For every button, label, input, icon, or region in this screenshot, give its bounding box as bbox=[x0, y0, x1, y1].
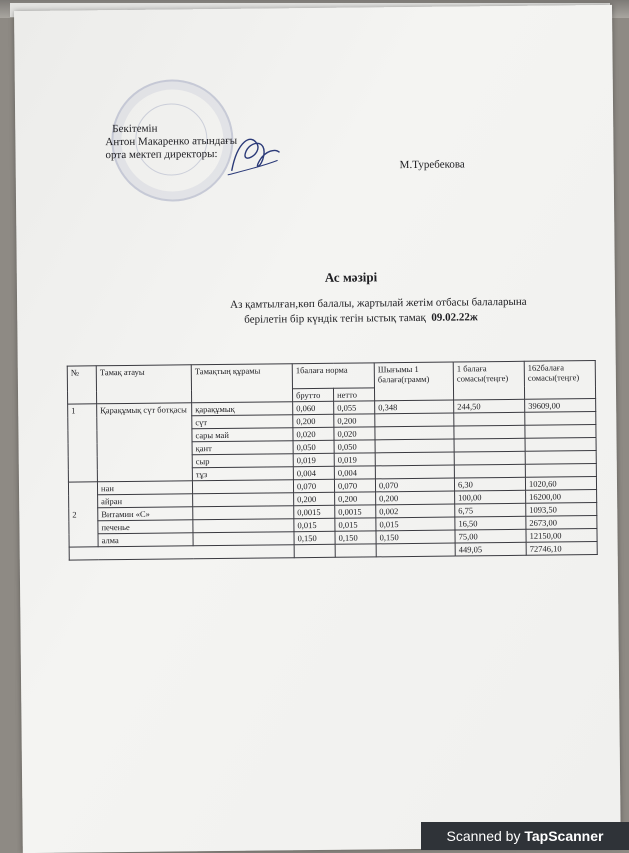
table-row: Витамин «С» 0,0015 0,0015 0,002 6,75 1093,50 bbox=[69, 503, 597, 522]
header-norm: 1балаға норма bbox=[292, 363, 374, 389]
section-1-sum-1: 244,50 bbox=[454, 399, 525, 413]
scanner-watermark: Scanned by TapScanner bbox=[421, 822, 629, 850]
header-no: № bbox=[67, 366, 96, 404]
table-row: 1 Қарақұмық сүт ботқасы қарақұмық 0,060 0,055 0,348 244,50 39609,00 bbox=[68, 399, 596, 418]
document-page bbox=[14, 5, 621, 853]
subtitle-line-1: Аз қамтылған,көп балалы, жартылай жетім отбасы балаларына bbox=[230, 295, 527, 311]
table-row: сүт 0,200 0,200 bbox=[68, 412, 596, 431]
table-row: тұз 0,004 0,004 bbox=[68, 464, 596, 483]
table-header-row bbox=[67, 361, 595, 392]
approval-line-1: Бекітемін bbox=[112, 122, 158, 136]
section-2-no: 2 bbox=[68, 482, 98, 547]
menu-table bbox=[67, 360, 598, 561]
header-sum-162: 162балаға сомасы(теңге) bbox=[524, 361, 595, 400]
header-dish: Тамақ атауы bbox=[96, 365, 191, 404]
section-1-sum-162: 39609,00 bbox=[525, 399, 596, 413]
total-sum-162: 72746,10 bbox=[526, 542, 597, 556]
page-title: Ас мәзірі bbox=[324, 269, 378, 285]
table-row: 2 нан 0,070 0,070 0,070 6,30 1020,60 bbox=[68, 477, 596, 496]
header-sum-1: 1 балаға сомасы(теңге) bbox=[453, 361, 524, 400]
table-row: сыр 0,019 0,019 bbox=[68, 451, 596, 470]
table-row: алма 0,150 0,150 0,150 75,00 12150,00 bbox=[69, 529, 597, 548]
header-gross: брутто bbox=[292, 388, 333, 401]
subtitle-line-2: берілетін бір күндік тегін ыстық тамақ 09.02.22ж bbox=[244, 311, 478, 326]
approval-line-2: Антон Макаренко атындағы bbox=[105, 134, 238, 149]
total-sum-1: 449,05 bbox=[455, 542, 526, 556]
table-row: сары май 0,020 0,020 bbox=[68, 425, 596, 444]
table-row: айран 0,200 0,200 0,200 100,00 16200,00 bbox=[69, 490, 597, 509]
approval-line-3: орта мектеп директоры: bbox=[105, 148, 218, 162]
director-name: М.Туребекова bbox=[399, 158, 465, 172]
menu-date: 09.02.22ж bbox=[431, 311, 478, 324]
table-row: печенье 0,015 0,015 0,015 16,50 2673,00 bbox=[69, 516, 597, 535]
header-composition: Тамақтың құрамы bbox=[191, 364, 292, 403]
header-net: нетто bbox=[333, 388, 374, 401]
section-1-dish: Қарақұмық сүт ботқасы bbox=[97, 403, 193, 482]
section-1-no: 1 bbox=[68, 404, 98, 482]
table-row: қант 0,050 0,050 bbox=[68, 438, 596, 457]
section-1-output: 0,348 bbox=[375, 400, 454, 414]
header-output: Шығымы 1 балаға(грамм) bbox=[374, 362, 453, 401]
